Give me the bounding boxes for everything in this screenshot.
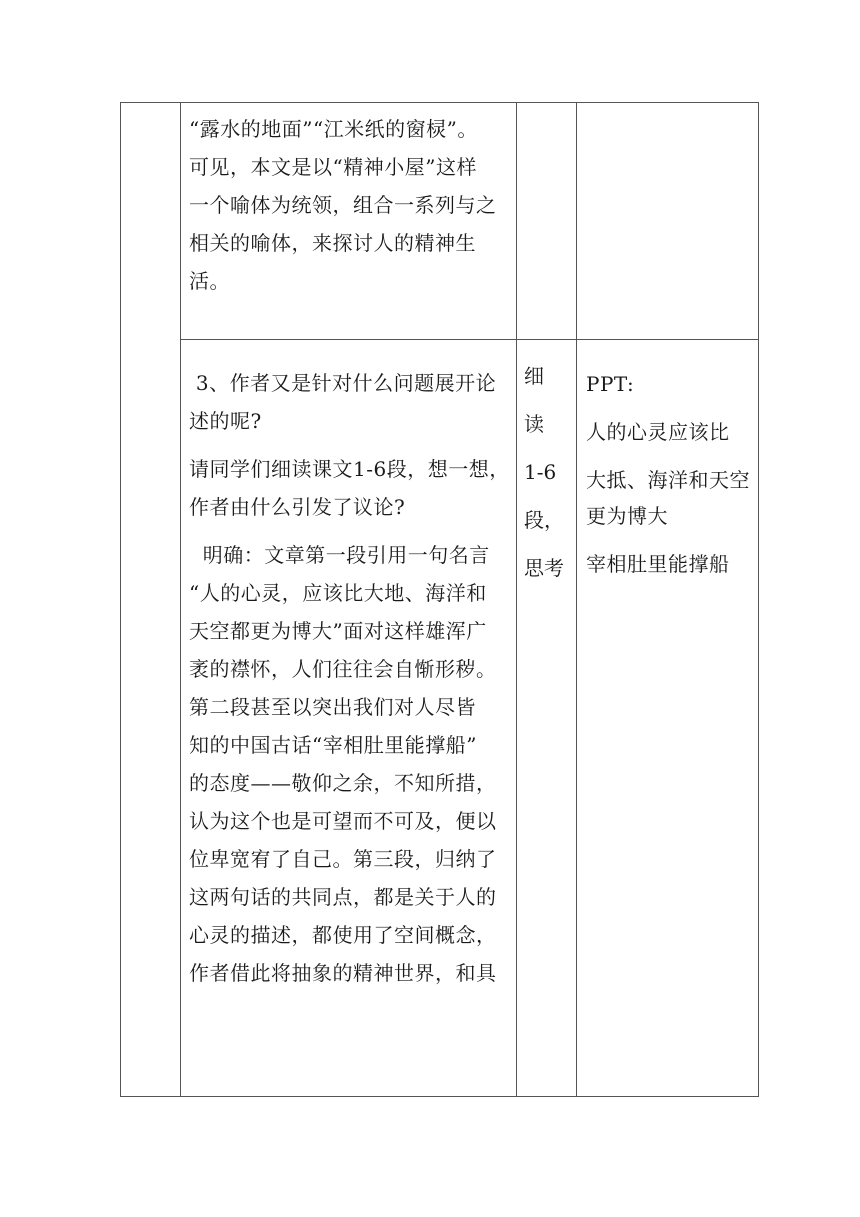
ppt-line: 大抵、海洋和天空 <box>586 468 750 492</box>
table-divider-3 <box>576 102 577 1096</box>
ppt-line: 宰相肚里能撑船 <box>586 552 730 576</box>
answer-line: 认为这个也是可望而不可及，便以 <box>189 809 497 833</box>
answer-line: 知的中国古话“宰相肚里能撑船” <box>189 733 477 757</box>
task-line: 作者由什么引发了议论? <box>189 495 406 519</box>
activity-line: 细 <box>524 364 544 388</box>
table-divider-2 <box>516 102 517 1096</box>
text-line: 一个喻体为统领，组合一系列与之 <box>189 193 497 217</box>
text-line: 相关的喻体，来探讨人的精神生 <box>189 231 476 255</box>
answer-line: “人的心灵，应该比大地、海洋和 <box>189 581 487 605</box>
text-line: 可见，本文是以“精神小屋”这样 <box>189 155 477 179</box>
question-line: 3、作者又是针对什么问题展开论 <box>189 371 497 395</box>
activity-line: 思考 <box>524 556 564 580</box>
answer-line: 天空都更为博大”面对这样雄浑广 <box>189 619 487 643</box>
ppt-cell <box>586 366 758 582</box>
table-row-divider <box>180 339 759 340</box>
ppt-line: 人的心灵应该比 <box>586 420 730 444</box>
answer-line: 作者借此将抽象的精神世界，和具 <box>189 961 497 985</box>
activity-line: 读 <box>524 412 544 436</box>
table-divider-1 <box>180 102 181 1096</box>
table-border-right <box>758 102 759 1096</box>
answer-line: 的态度——敬仰之余，不知所措， <box>189 771 497 795</box>
ppt-line: 更为博大 <box>586 504 668 528</box>
table-border-bottom <box>120 1096 759 1097</box>
answer-line: 袤的襟怀，人们往往会自惭形秽。 <box>189 657 497 681</box>
ppt-label: PPT: <box>586 372 635 396</box>
row2-content-cell <box>189 364 515 992</box>
text-line: 活。 <box>189 269 230 293</box>
table-border-left <box>120 102 121 1096</box>
student-activity-cell <box>524 352 576 592</box>
answer-line: 明确：文章第一段引用一句名言 <box>189 543 490 567</box>
row1-content-cell <box>189 110 515 300</box>
task-line: 请同学们细读课文1-6段，想一想， <box>189 457 510 481</box>
answer-line: 心灵的描述，都使用了空间概念， <box>189 923 497 947</box>
question-line: 述的呢? <box>189 409 262 433</box>
activity-line: 1-6 <box>524 460 557 484</box>
answer-line: 第二段甚至以突出我们对人尽皆 <box>189 695 476 719</box>
table-border-top <box>120 102 759 103</box>
activity-line: 段， <box>524 508 564 532</box>
text-line: “露水的地面”“江米纸的窗棂”。 <box>189 117 478 141</box>
answer-line: 位卑宽宥了自己。第三段，归纳了 <box>189 847 497 871</box>
answer-line: 这两句话的共同点，都是关于人的 <box>189 885 497 909</box>
